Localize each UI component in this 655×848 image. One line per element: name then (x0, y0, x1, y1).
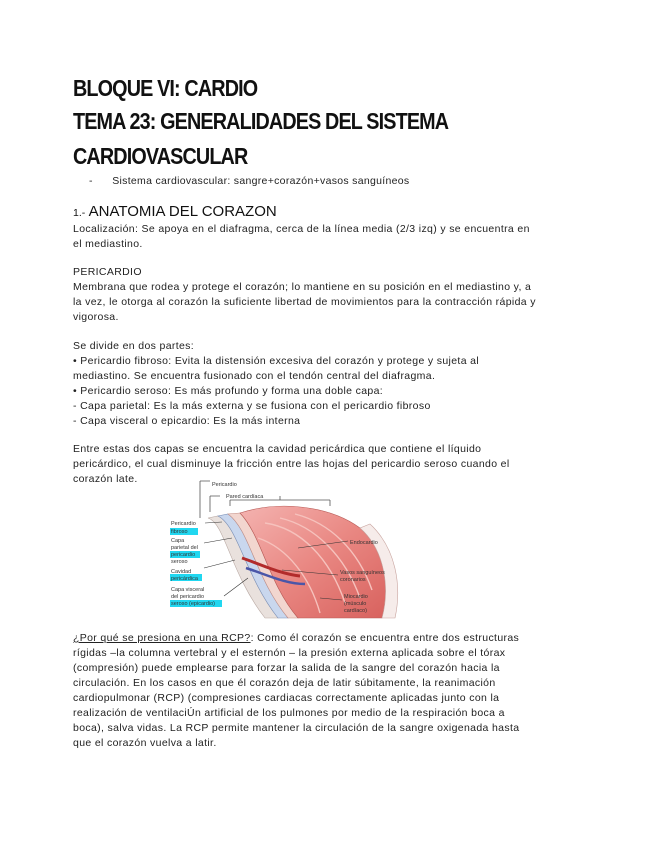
figure-label: Pared cardíaca (226, 494, 264, 500)
partes-paragraph (73, 339, 528, 429)
text-line: - Capa parietal: Es la más externa y se fusiona con el pericardio fibroso (73, 400, 431, 412)
text-line: circulación. En los casos en que él corazón deja de latir súbitamente, la reanimación (73, 677, 496, 689)
rcp-paragraph (73, 631, 526, 751)
figure-label: parietal del (171, 545, 198, 551)
block-title: BLOQUE VI: CARDIO (73, 75, 258, 101)
text-line: • Pericardio seroso: Es más profundo y forma una doble capa: (73, 385, 384, 397)
figure-label: coronarios (340, 577, 366, 583)
text-line: corazón late. (73, 473, 138, 485)
heart-wall-diagram (170, 478, 410, 623)
text-line: Entre estas dos capas se encuentra la cavidad pericárdica que contiene el líquido (73, 443, 482, 455)
figure-label: Miocardio (344, 594, 368, 600)
text-line: Membrana que rodea y protege el corazón; lo mantiene en su posición en el mediastino y, a (73, 281, 532, 293)
text-line (73, 631, 526, 646)
figure-label: Capa (171, 538, 185, 544)
text-line: realización de ventilaciÚn artificial de los pulmones por medio de la respiración boca a (73, 707, 505, 719)
figure-label: fibroso (171, 529, 188, 535)
text-line: vigorosa. (73, 311, 119, 323)
figure-label: seroso (epicardio) (171, 601, 216, 607)
text-line: - Capa visceral o epicardio: Es la más interna (73, 415, 301, 427)
figure-label: pericardio (171, 552, 196, 558)
text-line: cardiopulmonar (RCP) (compresiones cardiacas correctamente aplicadas junto con la (73, 692, 500, 704)
section-title: ANATOMIA DEL CORAZON (88, 203, 277, 220)
text-line: el mediastino. (73, 238, 143, 250)
bullet-dash: - (89, 175, 93, 187)
text-line: rígidas –la columna vertebral y el esternón – la presión externa aplicada sobre el tórax (73, 647, 506, 659)
figure-label: (músculo (344, 601, 367, 607)
text-line: que el corazón vuelva a latir. (73, 737, 217, 749)
topic-title-line2: CARDIOVASCULAR (73, 143, 248, 169)
figure-label: Pericardio (212, 482, 237, 488)
figure-label: Endocardio (350, 540, 378, 546)
rcp-question: ¿Por qué se presiona en una RCP? (73, 632, 251, 644)
figure-label: Pericardio (171, 521, 196, 527)
text-line: (compresión) puede emplearse para forzar la salida de la sangre del corazón hacia la (73, 662, 500, 674)
figure-label: cardíaco) (344, 608, 367, 614)
text-line: pericárdico, el cual disminuye la fricción entre las hojas del pericardio seroso cuando el (73, 458, 510, 470)
bullet-item (89, 175, 409, 187)
figure-label: Capa visceral (171, 587, 205, 593)
text-line: boca), salva vidas. La RCP permite mantener la circulación de la sangre oxigenada hasta (73, 722, 520, 734)
figure-label: del pericardio (171, 594, 205, 600)
figure-label: Vasos sanguíneos (340, 570, 385, 576)
text-line: mediastino. Se encuentra fusionado con el tendón central del diafragma. (73, 370, 436, 382)
text-line: • Pericardio fibroso: Evita la distensión excesiva del corazón y protege y sujeta al (73, 355, 480, 367)
section-heading (73, 203, 277, 220)
pericardio-heading: PERICARDIO (73, 266, 142, 278)
text-line: la vez, le otorga al corazón la suficiente libertad de movimientos para la contracción rápida y (73, 296, 536, 308)
figure-label: pericárdica (171, 576, 198, 582)
figure-label: Cavidad (171, 569, 192, 575)
section-number: 1.- (73, 207, 86, 219)
figure-label: seroso (171, 559, 188, 565)
topic-title-line1: TEMA 23: GENERALIDADES DEL SISTEMA (73, 108, 449, 134)
localizacion-paragraph (73, 222, 528, 252)
text-run: : Como él corazón se encuentra entre dos estructuras (250, 632, 520, 644)
text-line: Localización: Se apoya en el diafragma, cerca de la línea media (2/3 izq) y se encuentra en (73, 223, 530, 235)
text-line: Se divide en dos partes: (73, 340, 195, 352)
bracket-line (210, 496, 220, 512)
bullet-text: Sistema cardiovascular: sangre+corazón+vasos sanguíneos (112, 175, 410, 187)
bracket-line (200, 481, 210, 518)
pericardio-paragraph (73, 265, 536, 325)
